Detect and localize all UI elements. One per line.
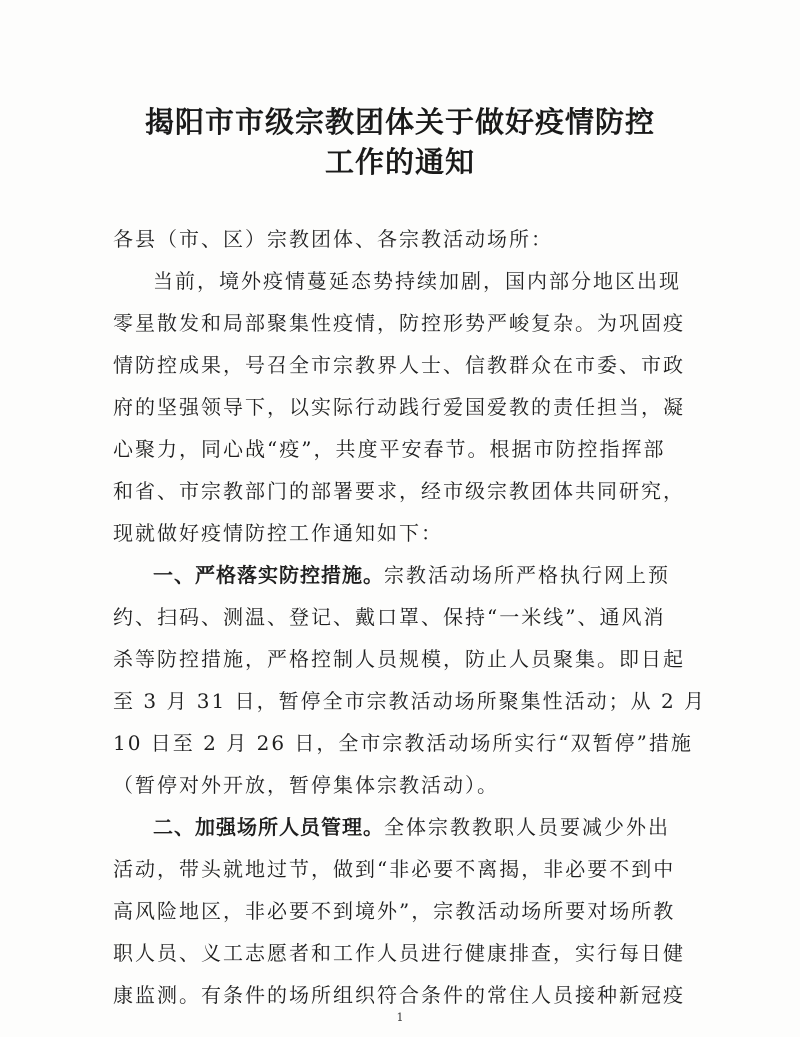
section2-first-line xyxy=(113,811,670,840)
section1-line: 宗教活动场所严格执行网上预 xyxy=(384,563,670,587)
paragraph1-line: 情防控成果，号召全市宗教界人士、信教群众在市委、市政 xyxy=(113,353,685,377)
section1-first-line xyxy=(113,559,670,588)
paragraph1-line: 当前，境外疫情蔓延态势持续加剧，国内部分地区出现 xyxy=(153,269,681,293)
section2-heading: 二、加强场所人员管理。 xyxy=(153,815,384,839)
section2-line: 职人员、义工志愿者和工作人员进行健康排查，实行每日健 xyxy=(113,941,685,965)
section1-line: 约、扫码、测温、登记、戴口罩、保持“一米线”、通风消 xyxy=(113,605,666,629)
section1-heading: 一、严格落实防控措施。 xyxy=(153,563,384,587)
section2-line: 活动，带头就地过节，做到“非必要不离揭，非必要不到中 xyxy=(113,857,676,881)
document-title-line1: 揭阳市市级宗教团体关于做好疫情防控 xyxy=(144,105,655,139)
paragraph1-line: 和省、市宗教部门的部署要求，经市级宗教团体共同研究， xyxy=(113,479,685,503)
section2-line: 高风险地区，非必要不到境外”，宗教活动场所要对场所教 xyxy=(113,899,676,923)
section1-line: 10 日至 2 月 26 日，全市宗教活动场所实行“双暂停”措施 xyxy=(113,731,693,755)
document-title-line2: 工作的通知 xyxy=(324,145,475,179)
section1-line: 杀等防控措施，严格控制人员规模，防止人员聚集。即日起 xyxy=(113,647,685,671)
section1-line: （暂停对外开放，暂停集体宗教活动）。 xyxy=(113,773,499,797)
paragraph1-line: 零星散发和局部聚集性疫情，防控形势严峻复杂。为巩固疫 xyxy=(113,311,685,335)
section1-line: 至 3 月 31 日，暂停全市宗教活动场所聚集性活动；从 2 月 xyxy=(113,689,707,713)
paragraph1-line: 心聚力，同心战“疫”，共度平安春节。根据市防控指挥部 xyxy=(113,437,666,461)
paragraph1-line: 现就做好疫情防控工作通知如下： xyxy=(113,521,443,545)
section2-line: 全体宗教教职人员要减少外出 xyxy=(384,815,670,839)
section2-line: 康监测。有条件的场所组织符合条件的常住人员接种新冠疫 xyxy=(113,983,685,1007)
salutation: 各县（市、区）宗教团体、各宗教活动场所： xyxy=(113,227,553,251)
paragraph1-line: 府的坚强领导下，以实际行动践行爱国爱教的责任担当，凝 xyxy=(113,395,685,419)
page-number: 1 xyxy=(396,1011,404,1024)
